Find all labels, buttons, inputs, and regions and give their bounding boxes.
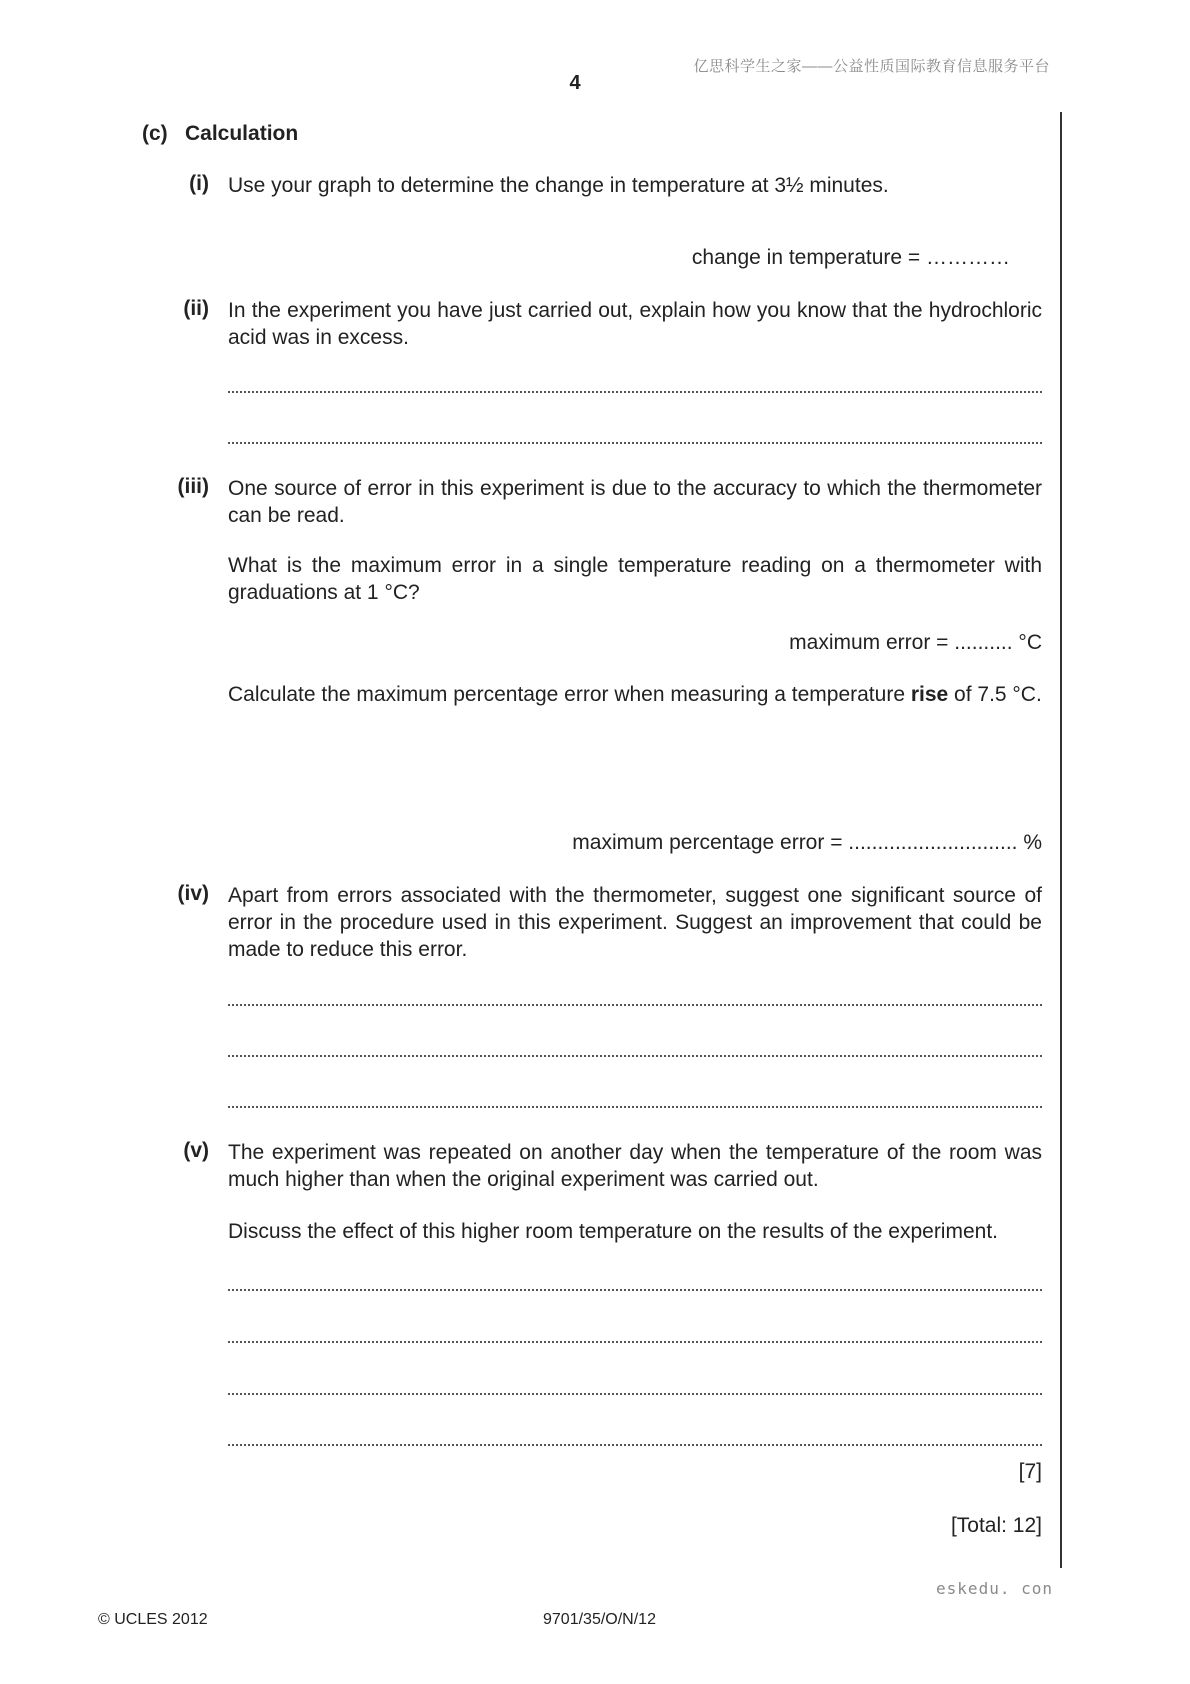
question-iv-number: (iv) — [177, 882, 209, 905]
answer-line[interactable] — [228, 1424, 1042, 1446]
question-iii-number: (iii) — [177, 475, 209, 498]
question-iii-answer-1: maximum error = .......... °C — [789, 631, 1042, 654]
question-v-marks: [7] — [1018, 1460, 1042, 1483]
question-iii-text-3-start: Calculate the maximum percentage error when measuring a temperature — [228, 683, 911, 706]
footer-watermark: eskedu. con — [936, 1579, 1053, 1598]
question-v-text-2: Discuss the effect of this higher room temperature on the results of the experiment. — [228, 1220, 998, 1243]
question-iii-answer-2: maximum percentage error = ............................. % — [572, 831, 1042, 854]
answer-line[interactable] — [228, 1269, 1042, 1291]
question-iii-text-2: What is the maximum error in a single temperature reading on a thermometer with graduations at 1 °C? — [228, 554, 1042, 604]
question-i-text: Use your graph to determine the change in temperature at 3½ minutes. — [228, 174, 889, 197]
footer-paper-code: 9701/35/O/N/12 — [543, 1611, 656, 1628]
emphasis-rise: rise — [910, 683, 949, 706]
section-label: (c) — [142, 122, 168, 145]
page-number: 4 — [569, 72, 581, 94]
answer-line[interactable] — [228, 1086, 1042, 1108]
question-v-text-1: The experiment was repeated on another day when the temperature of the room was much higher than when the original experiment was carried out. — [228, 1141, 1042, 1191]
question-v-number: (v) — [183, 1139, 209, 1162]
section-title: Calculation — [185, 122, 299, 145]
question-i-number: (i) — [189, 172, 209, 195]
total-marks: [Total: 12] — [950, 1514, 1042, 1537]
header-watermark: 亿思科学生之家——公益性质国际教育信息服务平台 — [693, 58, 1050, 75]
question-ii-text: In the experiment you have just carried out, explain how you know that the hydrochloric acid was in excess. — [228, 299, 1042, 349]
answer-line[interactable] — [228, 1321, 1042, 1343]
answer-line[interactable] — [228, 984, 1042, 1006]
question-iv-text: Apart from errors associated with the thermometer, suggest one significant source of error in the procedure used in this experiment. Suggest an improvement that could be made to reduce this error. — [228, 884, 1042, 961]
footer-copyright: © UCLES 2012 — [98, 1611, 208, 1628]
question-iii-text-3-end: of 7.5 °C. — [948, 683, 1042, 706]
question-iii-text-3 — [228, 681, 1042, 708]
question-i-answer-label: change in temperature = ………… — [691, 246, 1010, 269]
answer-line[interactable] — [228, 371, 1042, 393]
question-ii-number: (ii) — [183, 297, 209, 320]
answer-line[interactable] — [228, 1035, 1042, 1057]
question-iii-text-1: One source of error in this experiment is due to the accuracy to which the thermometer can be read. — [228, 477, 1042, 527]
answer-line[interactable] — [228, 422, 1042, 444]
margin-rule — [1060, 112, 1062, 1568]
answer-line[interactable] — [228, 1373, 1042, 1395]
